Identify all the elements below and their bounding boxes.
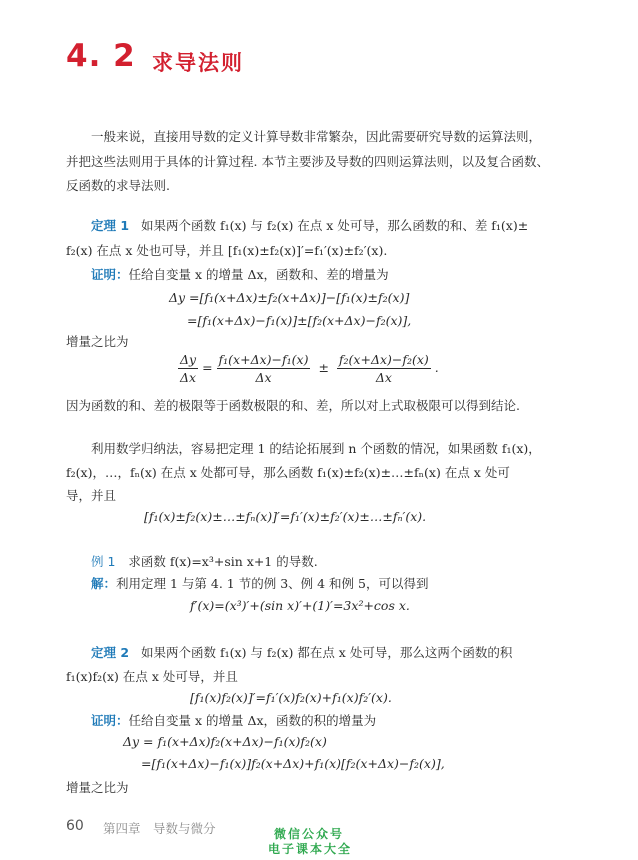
intro-line-1: 一般来说，直接用导数的定义计算导数非常繁杂，因此需要研究导数的运算法则，	[91, 129, 542, 144]
watermark-line2: 电子课本大全	[268, 842, 353, 856]
theorem2-eq: [f₁(x)f₂(x)]′=f₁′(x)f₂(x)+f₁(x)f₂′(x).	[190, 690, 392, 705]
induction-line1: 利用数学归纳法，容易把定理 1 的结论拓展到 n 个函数的情况，如果函数 f₁(x)，	[91, 441, 541, 456]
induction-eq: [f₁(x)±f₂(x)±…±fₙ(x)]′=f₁′(x)±f₂′(x)±…±fₙ′(x).	[144, 509, 427, 524]
frac-2-num: f₂(x+Δx)−f₂(x)	[338, 352, 429, 367]
theorem1-label: 定理 1	[91, 218, 130, 233]
proof2-ratio-text: 增量之比为	[66, 780, 129, 795]
proof1-eq1: Δy =[f₁(x+Δx)±f₂(x+Δx)]−[f₁(x)±f₂(x)]	[169, 290, 410, 305]
proof1-fraction-equation: $\frac{\Delta y}{\Delta x}$ = $\frac{\text{f₁(x+Δx)−f₁(x)}}{\Delta x}$ ± $\frac{\text{f₂(x+Δx)−f₂(x)}}{\Delta x}$ .	[180, 352, 439, 385]
proof1-label: 证明：	[91, 267, 129, 282]
proof1-intro	[91, 266, 389, 283]
theorem2-text1: 如果两个函数 f₁(x) 与 f₂(x) 都在点 x 处可导，那么这两个函数的积	[141, 645, 513, 660]
proof2-eq2: =[f₁(x+Δx)−f₁(x)]f₂(x+Δx)+f₁(x)[f₂(x+Δx)−f₂(x)],	[141, 756, 445, 771]
intro-line-2: 并把这些法则用于具体的计算过程. 本节主要涉及导数的四则运算法则，以及复合函数、	[66, 153, 549, 169]
watermark-line1: 微信公众号	[274, 827, 345, 841]
proof1-conclusion: 因为函数的和、差的极限等于函数极限的和、差，所以对上式取极限可以得到结论.	[66, 398, 520, 413]
section-number: 4. 2	[66, 38, 136, 74]
example1-label: 例 1	[91, 554, 116, 569]
theorem1-line1	[91, 217, 528, 234]
frac-pm: ±	[318, 360, 329, 375]
intro-paragraph	[66, 125, 566, 199]
frac-1	[217, 352, 311, 385]
theorem1-line2: f₂(x) 在点 x 处也可导，并且 [f₁(x)±f₂(x)]′=f₁′(x)±f₂′(x).	[66, 243, 388, 258]
page-number: 60	[66, 818, 84, 834]
section-title: 求导法则	[152, 51, 244, 75]
frac-lhs-den: Δx	[180, 370, 197, 385]
theorem2-label: 定理 2	[91, 645, 130, 660]
theorem2-line2: f₁(x)f₂(x) 在点 x 处可导，并且	[66, 669, 238, 684]
proof2-intro	[91, 712, 376, 729]
solution-text: 利用定理 1 与第 4. 1 节的例 3、例 4 和例 5，可以得到	[116, 576, 429, 591]
induction-line2: f₂(x)，…，fₙ(x) 在点 x 处都可导，那么函数 f₁(x)±f₂(x)±…±fₙ(x) 在点 x 处可	[66, 465, 510, 480]
frac-2-den: Δx	[375, 370, 392, 385]
proof2-eq1: Δy = f₁(x+Δx)f₂(x+Δx)−f₁(x)f₂(x)	[123, 734, 327, 749]
frac-lhs-num: Δy	[180, 352, 197, 367]
solution-label: 解：	[91, 576, 117, 591]
chapter-footer: 第四章 导数与微分	[103, 821, 216, 836]
frac-2	[337, 352, 431, 385]
proof1-text: 任给自变量 x 的增量 Δx，函数和、差的增量为	[128, 267, 389, 282]
theorem1-text1: 如果两个函数 f₁(x) 与 f₂(x) 在点 x 处可导，那么函数的和、差 f₁(x)±	[141, 218, 529, 233]
proof2-label: 证明：	[91, 713, 129, 728]
proof1-ratio-text: 增量之比为	[66, 334, 129, 349]
example1-solution	[91, 575, 428, 592]
induction-line3: 导，并且	[66, 488, 117, 503]
intro-line-3: 反函数的求导法则.	[66, 178, 170, 193]
example1-eq: f′(x)=(x³)′+(sin x)′+(1)′=3x²+cos x.	[190, 598, 410, 613]
frac-lhs	[178, 352, 198, 385]
proof1-eq2: =[f₁(x+Δx)−f₁(x)]±[f₂(x+Δx)−f₂(x)],	[187, 313, 412, 328]
proof2-text: 任给自变量 x 的增量 Δx，函数的积的增量为	[128, 713, 377, 728]
frac-period: .	[434, 360, 439, 375]
frac-1-num: f₁(x+Δx)−f₁(x)	[218, 352, 309, 367]
example1-text: 求函数 f(x)=x³+sin x+1 的导数.	[128, 554, 318, 569]
example1-line	[91, 553, 318, 570]
frac-1-den: Δx	[255, 370, 272, 385]
theorem2-line1	[91, 644, 512, 661]
